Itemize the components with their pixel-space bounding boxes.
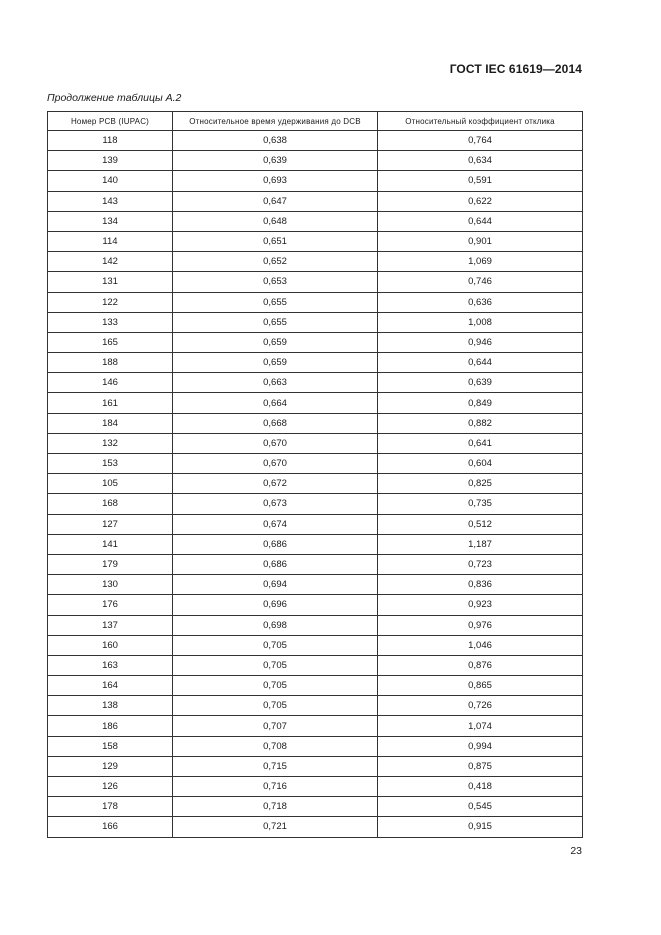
table-row bbox=[48, 494, 583, 514]
retention-time-cell: 0,653 bbox=[173, 272, 378, 292]
pcb-number-cell: 142 bbox=[48, 252, 173, 272]
table-row bbox=[48, 777, 583, 797]
table-row bbox=[48, 736, 583, 756]
retention-time-cell: 0,651 bbox=[173, 231, 378, 251]
table-row bbox=[48, 393, 583, 413]
table-row bbox=[48, 615, 583, 635]
response-factor-cell: 0,825 bbox=[378, 474, 583, 494]
response-factor-cell: 0,641 bbox=[378, 433, 583, 453]
table-row bbox=[48, 554, 583, 574]
response-factor-cell: 0,875 bbox=[378, 756, 583, 776]
retention-time-cell: 0,668 bbox=[173, 413, 378, 433]
response-factor-cell: 0,644 bbox=[378, 353, 583, 373]
response-factor-cell: 0,622 bbox=[378, 191, 583, 211]
pcb-number-cell: 129 bbox=[48, 756, 173, 776]
pcb-number-cell: 161 bbox=[48, 393, 173, 413]
pcb-number-cell: 126 bbox=[48, 777, 173, 797]
pcb-number-cell: 176 bbox=[48, 595, 173, 615]
retention-time-cell: 0,708 bbox=[173, 736, 378, 756]
table-row bbox=[48, 575, 583, 595]
table-row bbox=[48, 474, 583, 494]
response-factor-cell: 1,074 bbox=[378, 716, 583, 736]
table-row bbox=[48, 332, 583, 352]
table-row bbox=[48, 756, 583, 776]
pcb-number-cell: 179 bbox=[48, 554, 173, 574]
response-factor-cell: 0,901 bbox=[378, 231, 583, 251]
table-row bbox=[48, 454, 583, 474]
table-row bbox=[48, 413, 583, 433]
pcb-number-cell: 114 bbox=[48, 231, 173, 251]
response-factor-cell: 0,946 bbox=[378, 332, 583, 352]
column-header-pcb-number: Номер PCB (IUPAC) bbox=[48, 112, 173, 131]
header-row bbox=[48, 112, 583, 131]
column-header-response-factor: Относительный коэффициент отклика bbox=[378, 112, 583, 131]
response-factor-cell: 0,836 bbox=[378, 575, 583, 595]
response-factor-cell: 0,636 bbox=[378, 292, 583, 312]
table-row bbox=[48, 595, 583, 615]
response-factor-cell: 0,746 bbox=[378, 272, 583, 292]
pcb-number-cell: 138 bbox=[48, 696, 173, 716]
response-factor-cell: 1,008 bbox=[378, 312, 583, 332]
retention-time-cell: 0,659 bbox=[173, 332, 378, 352]
table-row bbox=[48, 353, 583, 373]
retention-time-cell: 0,705 bbox=[173, 635, 378, 655]
table-row bbox=[48, 696, 583, 716]
retention-time-cell: 0,659 bbox=[173, 353, 378, 373]
table-row bbox=[48, 211, 583, 231]
retention-time-cell: 0,639 bbox=[173, 151, 378, 171]
response-factor-cell: 0,976 bbox=[378, 615, 583, 635]
pcb-number-cell: 164 bbox=[48, 676, 173, 696]
retention-time-cell: 0,673 bbox=[173, 494, 378, 514]
retention-time-cell: 0,705 bbox=[173, 676, 378, 696]
retention-time-cell: 0,686 bbox=[173, 534, 378, 554]
response-factor-cell: 0,876 bbox=[378, 655, 583, 675]
pcb-number-cell: 146 bbox=[48, 373, 173, 393]
response-factor-cell: 0,726 bbox=[378, 696, 583, 716]
pcb-number-cell: 143 bbox=[48, 191, 173, 211]
retention-time-cell: 0,672 bbox=[173, 474, 378, 494]
response-factor-cell: 0,591 bbox=[378, 171, 583, 191]
retention-time-cell: 0,674 bbox=[173, 514, 378, 534]
table-row bbox=[48, 797, 583, 817]
retention-time-cell: 0,705 bbox=[173, 655, 378, 675]
pcb-number-cell: 133 bbox=[48, 312, 173, 332]
retention-time-cell: 0,694 bbox=[173, 575, 378, 595]
table-row bbox=[48, 676, 583, 696]
pcb-number-cell: 140 bbox=[48, 171, 173, 191]
retention-time-cell: 0,655 bbox=[173, 292, 378, 312]
data-table bbox=[47, 111, 583, 838]
retention-time-cell: 0,663 bbox=[173, 373, 378, 393]
response-factor-cell: 0,545 bbox=[378, 797, 583, 817]
pcb-number-cell: 184 bbox=[48, 413, 173, 433]
pcb-number-cell: 158 bbox=[48, 736, 173, 756]
retention-time-cell: 0,647 bbox=[173, 191, 378, 211]
table-row bbox=[48, 514, 583, 534]
response-factor-cell: 0,604 bbox=[378, 454, 583, 474]
retention-time-cell: 0,686 bbox=[173, 554, 378, 574]
response-factor-cell: 0,994 bbox=[378, 736, 583, 756]
table-row bbox=[48, 191, 583, 211]
table-row bbox=[48, 272, 583, 292]
pcb-number-cell: 105 bbox=[48, 474, 173, 494]
retention-time-cell: 0,693 bbox=[173, 171, 378, 191]
table-row bbox=[48, 373, 583, 393]
table-row bbox=[48, 151, 583, 171]
table-row bbox=[48, 252, 583, 272]
response-factor-cell: 0,418 bbox=[378, 777, 583, 797]
pcb-number-cell: 132 bbox=[48, 433, 173, 453]
column-header-retention-time: Относительное время удерживания до DCB bbox=[173, 112, 378, 131]
table-row bbox=[48, 817, 583, 837]
response-factor-cell: 0,865 bbox=[378, 676, 583, 696]
response-factor-cell: 0,512 bbox=[378, 514, 583, 534]
pcb-number-cell: 137 bbox=[48, 615, 173, 635]
response-factor-cell: 1,187 bbox=[378, 534, 583, 554]
retention-time-cell: 0,696 bbox=[173, 595, 378, 615]
response-factor-cell: 0,644 bbox=[378, 211, 583, 231]
pcb-number-cell: 139 bbox=[48, 151, 173, 171]
pcb-number-cell: 186 bbox=[48, 716, 173, 736]
pcb-number-cell: 178 bbox=[48, 797, 173, 817]
response-factor-cell: 0,634 bbox=[378, 151, 583, 171]
pcb-number-cell: 166 bbox=[48, 817, 173, 837]
response-factor-cell: 1,046 bbox=[378, 635, 583, 655]
retention-time-cell: 0,670 bbox=[173, 454, 378, 474]
table-row bbox=[48, 635, 583, 655]
pcb-number-cell: 131 bbox=[48, 272, 173, 292]
response-factor-cell: 0,764 bbox=[378, 131, 583, 151]
pcb-number-cell: 134 bbox=[48, 211, 173, 231]
pcb-number-cell: 118 bbox=[48, 131, 173, 151]
pcb-number-cell: 163 bbox=[48, 655, 173, 675]
response-factor-cell: 0,882 bbox=[378, 413, 583, 433]
response-factor-cell: 0,915 bbox=[378, 817, 583, 837]
pcb-number-cell: 130 bbox=[48, 575, 173, 595]
table-row bbox=[48, 171, 583, 191]
response-factor-cell: 0,923 bbox=[378, 595, 583, 615]
table-caption: Продолжение таблицы А.2 bbox=[47, 92, 182, 104]
retention-time-cell: 0,705 bbox=[173, 696, 378, 716]
table-header bbox=[48, 112, 583, 131]
table-row bbox=[48, 131, 583, 151]
retention-time-cell: 0,707 bbox=[173, 716, 378, 736]
retention-time-cell: 0,638 bbox=[173, 131, 378, 151]
response-factor-cell: 0,849 bbox=[378, 393, 583, 413]
retention-time-cell: 0,652 bbox=[173, 252, 378, 272]
pcb-number-cell: 160 bbox=[48, 635, 173, 655]
table-row bbox=[48, 534, 583, 554]
pcb-number-cell: 122 bbox=[48, 292, 173, 312]
pcb-number-cell: 153 bbox=[48, 454, 173, 474]
response-factor-cell: 1,069 bbox=[378, 252, 583, 272]
pcb-number-cell: 141 bbox=[48, 534, 173, 554]
table-row bbox=[48, 433, 583, 453]
response-factor-cell: 0,735 bbox=[378, 494, 583, 514]
retention-time-cell: 0,698 bbox=[173, 615, 378, 635]
retention-time-cell: 0,715 bbox=[173, 756, 378, 776]
table-row bbox=[48, 292, 583, 312]
response-factor-cell: 0,639 bbox=[378, 373, 583, 393]
retention-time-cell: 0,716 bbox=[173, 777, 378, 797]
retention-time-cell: 0,648 bbox=[173, 211, 378, 231]
pcb-number-cell: 168 bbox=[48, 494, 173, 514]
pcb-number-cell: 127 bbox=[48, 514, 173, 534]
response-factor-cell: 0,723 bbox=[378, 554, 583, 574]
table-body bbox=[48, 131, 583, 838]
table-row bbox=[48, 655, 583, 675]
pcb-number-cell: 165 bbox=[48, 332, 173, 352]
page-number: 23 bbox=[570, 845, 582, 857]
retention-time-cell: 0,718 bbox=[173, 797, 378, 817]
retention-time-cell: 0,655 bbox=[173, 312, 378, 332]
document-code: ГОСТ IEC 61619—2014 bbox=[449, 62, 582, 76]
table-row bbox=[48, 231, 583, 251]
retention-time-cell: 0,721 bbox=[173, 817, 378, 837]
table-row bbox=[48, 716, 583, 736]
retention-time-cell: 0,670 bbox=[173, 433, 378, 453]
table-row bbox=[48, 312, 583, 332]
retention-time-cell: 0,664 bbox=[173, 393, 378, 413]
pcb-number-cell: 188 bbox=[48, 353, 173, 373]
